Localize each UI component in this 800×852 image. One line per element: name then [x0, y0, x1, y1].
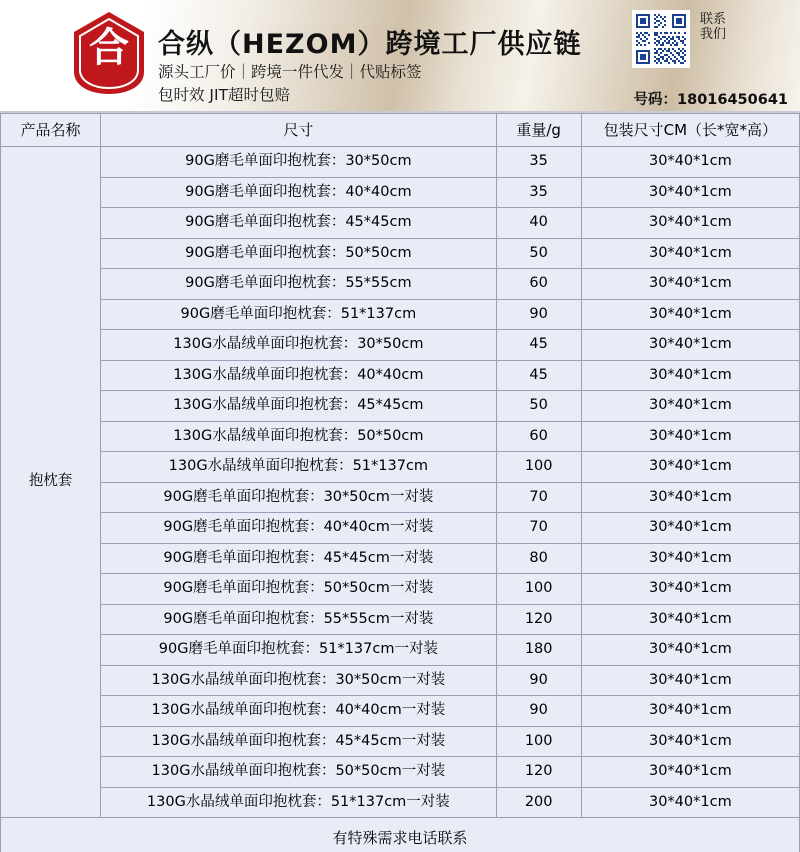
cell-product-category: 抱枕套 — [1, 147, 101, 818]
cell-package-size: 30*40*1cm — [581, 635, 799, 666]
column-header-package-size: 包装尺寸CM（长*宽*高） — [581, 114, 799, 147]
cell-weight: 180 — [496, 635, 581, 666]
product-spec-table — [0, 113, 800, 852]
cell-package-size: 30*40*1cm — [581, 360, 799, 391]
cell-weight: 100 — [496, 452, 581, 483]
cell-size: 90G磨毛单面印抱枕套：50*50cm一对装 — [101, 574, 496, 605]
table-row — [1, 238, 800, 269]
table-row — [1, 147, 800, 178]
cell-package-size: 30*40*1cm — [581, 421, 799, 452]
cell-package-size: 30*40*1cm — [581, 299, 799, 330]
table-row — [1, 177, 800, 208]
cell-size: 90G磨毛单面印抱枕套：45*45cm — [101, 208, 496, 239]
company-logo — [72, 10, 146, 96]
table-row — [1, 482, 800, 513]
cell-size: 130G水晶绒单面印抱枕套：30*50cm — [101, 330, 496, 361]
table-header — [1, 114, 800, 147]
cell-package-size: 30*40*1cm — [581, 696, 799, 727]
column-header-product-name: 产品名称 — [1, 114, 101, 147]
table-row — [1, 269, 800, 300]
table-row — [1, 726, 800, 757]
cell-size: 130G水晶绒单面印抱枕套：50*50cm一对装 — [101, 757, 496, 788]
table-row — [1, 665, 800, 696]
cell-weight: 45 — [496, 330, 581, 361]
table-row — [1, 421, 800, 452]
contact-phone: 号码：18016450641 — [633, 92, 788, 108]
cell-package-size: 30*40*1cm — [581, 391, 799, 422]
table-row — [1, 543, 800, 574]
cell-weight: 60 — [496, 269, 581, 300]
cell-package-size: 30*40*1cm — [581, 147, 799, 178]
table-row — [1, 360, 800, 391]
cell-weight: 100 — [496, 726, 581, 757]
company-subtitle-line1: 源头工厂价｜跨境一件代发｜代贴标签 — [158, 63, 422, 81]
table-row — [1, 208, 800, 239]
table-row — [1, 574, 800, 605]
cell-size: 130G水晶绒单面印抱枕套：30*50cm一对装 — [101, 665, 496, 696]
cell-weight: 100 — [496, 574, 581, 605]
cell-weight: 35 — [496, 177, 581, 208]
company-title: 合纵（HEZOM）跨境工厂供应链 — [158, 29, 582, 60]
qr-code-icon — [632, 10, 690, 68]
table-row — [1, 299, 800, 330]
cell-size: 90G磨毛单面印抱枕套：30*50cm一对装 — [101, 482, 496, 513]
cell-size: 130G水晶绒单面印抱枕套：51*137cm — [101, 452, 496, 483]
cell-weight: 45 — [496, 360, 581, 391]
cell-size: 90G磨毛单面印抱枕套：51*137cm — [101, 299, 496, 330]
table-row — [1, 696, 800, 727]
cell-size: 90G磨毛单面印抱枕套：51*137cm一对装 — [101, 635, 496, 666]
cell-weight: 90 — [496, 665, 581, 696]
cell-weight: 80 — [496, 543, 581, 574]
cell-size: 130G水晶绒单面印抱枕套：45*45cm — [101, 391, 496, 422]
cell-weight: 120 — [496, 757, 581, 788]
cell-size: 90G磨毛单面印抱枕套：30*50cm — [101, 147, 496, 178]
table-row — [1, 391, 800, 422]
cell-size: 130G水晶绒单面印抱枕套：45*45cm一对装 — [101, 726, 496, 757]
cell-package-size: 30*40*1cm — [581, 787, 799, 818]
table-row — [1, 635, 800, 666]
cell-package-size: 30*40*1cm — [581, 330, 799, 361]
column-header-weight: 重量/g — [496, 114, 581, 147]
cell-size: 90G磨毛单面印抱枕套：45*45cm一对装 — [101, 543, 496, 574]
cell-package-size: 30*40*1cm — [581, 665, 799, 696]
column-header-size: 尺寸 — [101, 114, 496, 147]
table-body — [1, 147, 800, 852]
company-subtitle-line2: 包时效 JIT超时包赔 — [158, 86, 291, 104]
table-row — [1, 330, 800, 361]
table-row — [1, 452, 800, 483]
cell-weight: 35 — [496, 147, 581, 178]
cell-package-size: 30*40*1cm — [581, 574, 799, 605]
cell-package-size: 30*40*1cm — [581, 726, 799, 757]
cell-size: 90G磨毛单面印抱枕套：40*40cm一对装 — [101, 513, 496, 544]
document-header — [0, 0, 800, 113]
table-row — [1, 513, 800, 544]
logo-glyph: 合 — [89, 25, 129, 71]
table-footer-row — [1, 818, 800, 852]
cell-size: 130G水晶绒单面印抱枕套：40*40cm一对装 — [101, 696, 496, 727]
cell-weight: 70 — [496, 513, 581, 544]
cell-package-size: 30*40*1cm — [581, 177, 799, 208]
contact-us-label: 联系我们 — [700, 12, 727, 42]
cell-package-size: 30*40*1cm — [581, 543, 799, 574]
cell-weight: 40 — [496, 208, 581, 239]
cell-weight: 200 — [496, 787, 581, 818]
cell-package-size: 30*40*1cm — [581, 269, 799, 300]
table-header-row — [1, 114, 800, 147]
cell-weight: 60 — [496, 421, 581, 452]
cell-size: 130G水晶绒单面印抱枕套：51*137cm一对装 — [101, 787, 496, 818]
cell-size: 90G磨毛单面印抱枕套：55*55cm一对装 — [101, 604, 496, 635]
cell-size: 90G磨毛单面印抱枕套：40*40cm — [101, 177, 496, 208]
cell-size: 90G磨毛单面印抱枕套：50*50cm — [101, 238, 496, 269]
cell-size: 130G水晶绒单面印抱枕套：50*50cm — [101, 421, 496, 452]
cell-size: 130G水晶绒单面印抱枕套：40*40cm — [101, 360, 496, 391]
cell-weight: 50 — [496, 391, 581, 422]
cell-weight: 50 — [496, 238, 581, 269]
footer-note: 有特殊需求电话联系 — [1, 818, 800, 852]
cell-package-size: 30*40*1cm — [581, 513, 799, 544]
cell-package-size: 30*40*1cm — [581, 238, 799, 269]
cell-package-size: 30*40*1cm — [581, 482, 799, 513]
cell-package-size: 30*40*1cm — [581, 757, 799, 788]
cell-package-size: 30*40*1cm — [581, 604, 799, 635]
table-row — [1, 757, 800, 788]
cell-package-size: 30*40*1cm — [581, 208, 799, 239]
table-row — [1, 787, 800, 818]
cell-weight: 70 — [496, 482, 581, 513]
cell-weight: 120 — [496, 604, 581, 635]
cell-size: 90G磨毛单面印抱枕套：55*55cm — [101, 269, 496, 300]
table-row — [1, 604, 800, 635]
cell-weight: 90 — [496, 299, 581, 330]
cell-weight: 90 — [496, 696, 581, 727]
cell-package-size: 30*40*1cm — [581, 452, 799, 483]
